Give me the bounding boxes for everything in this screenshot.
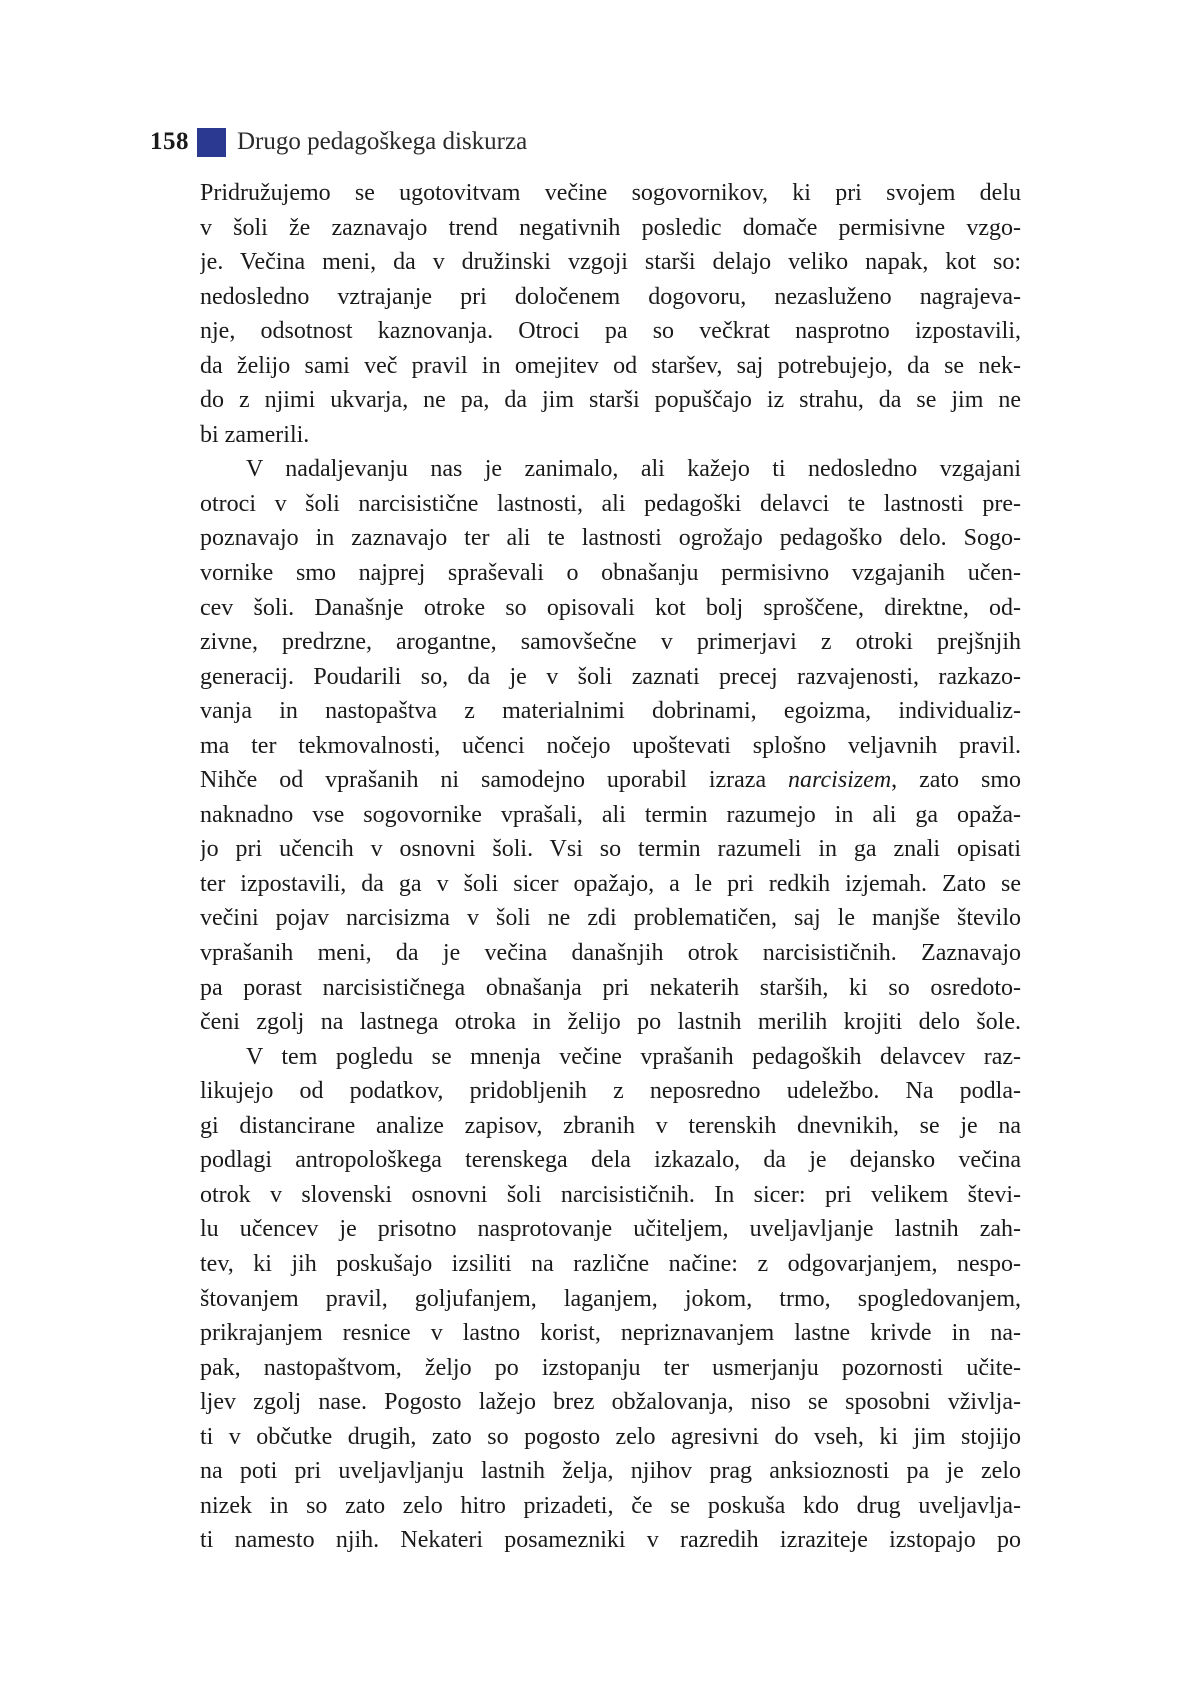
- text-line: ti namesto njih. Nekateri posamezniki v razredih izraziteje izstopajo po: [200, 1527, 1021, 1554]
- text-line: cev šoli. Današnje otroke so opisovali kot bolj sproščene, direktne, od-: [200, 594, 1021, 621]
- text-line: čeni zgolj na lastnega otroka in želijo po lastnih merilih krojiti delo šole.: [200, 1009, 1021, 1036]
- text-line: vprašanih meni, da je večina današnjih otrok narcisističnih. Zaznavajo: [200, 940, 1021, 967]
- text-segment: , zato smo: [891, 767, 1021, 794]
- text-segment: Nihče od vprašanih ni samodejno uporabil izraza: [200, 767, 789, 794]
- text-line: štovanjem pravil, goljufanjem, laganjem, jokom, trmo, spogledovanjem,: [200, 1285, 1021, 1312]
- page-number: 158: [150, 128, 189, 155]
- text-line: na poti pri uveljavljanju lastnih želja, njihov prag anksioznosti pa je zelo: [200, 1458, 1021, 1485]
- text-line: zivne, predrzne, arogantne, samovšečne v primerjavi z otroki prejšnjih: [200, 629, 1021, 656]
- text-line: nje, odsotnost kaznovanja. Otroci pa so večkrat nasprotno izpostavili,: [200, 318, 1021, 345]
- running-title: Drugo pedagoškega diskurza: [237, 128, 528, 155]
- text-line: lu učencev je prisotno nasprotovanje učiteljem, uveljavljanje lastnih zah-: [200, 1216, 1021, 1243]
- running-header: [150, 124, 527, 160]
- text-line: do z njimi ukvarja, ne pa, da jim starši popuščajo iz strahu, da se jim ne: [200, 387, 1021, 414]
- text-line: vornike smo najprej spraševali o obnašanju permisivno vzgajanih učen-: [200, 560, 1021, 587]
- body-text: [200, 176, 1021, 1558]
- text-line: v šoli že zaznavajo trend negativnih posledic domače permisivne vzgo-: [200, 214, 1021, 241]
- text-line: ljev zgolj nase. Pogosto lažejo brez obžalovanja, niso se sposobni vživlja-: [200, 1389, 1021, 1416]
- text-line: generacij. Poudarili so, da je v šoli zaznati precej razvajenosti, razkazo-: [200, 663, 1021, 690]
- text-line: otroci v šoli narcisistične lastnosti, ali pedagoški delavci te lastnosti pre-: [200, 490, 1021, 517]
- text-line: poznavajo in zaznavajo ter ali te lastnosti ogrožajo pedagoško delo. Sogo-: [200, 525, 1021, 552]
- text-line: jo pri učencih v osnovni šoli. Vsi so termin razumeli in ga znali opisati: [200, 836, 1021, 863]
- text-line: podlagi antropološkega terenskega dela izkazalo, da je dejansko večina: [200, 1147, 1021, 1174]
- text-line: prikrajanjem resnice v lastno korist, nepriznavanjem lastne krivde in na-: [200, 1320, 1021, 1347]
- text-line: pak, nastopaštvom, željo po izstopanju ter usmerjanju pozornosti učite-: [200, 1354, 1021, 1381]
- text-line: bi zamerili.: [200, 421, 310, 448]
- text-line: večini pojav narcisizma v šoli ne zdi problematičen, saj le manjše število: [200, 905, 1021, 932]
- text-line: je. Večina meni, da v družinski vzgoji starši delajo veliko napak, kot so:: [200, 249, 1021, 276]
- text-line: nizek in so zato zelo hitro prizadeti, če se poskuša kdo drug uveljavlja-: [200, 1492, 1021, 1519]
- text-line: da želijo sami več pravil in omejitev od staršev, saj potrebujejo, da se nek-: [200, 352, 1021, 379]
- italic-term: narcisizem: [788, 767, 892, 794]
- text-line: V nadaljevanju nas je zanimalo, ali kažejo ti nedosledno vzgajani: [246, 456, 1021, 483]
- text-line: ter izpostavili, da ga v šoli sicer opažajo, a le pri redkih izjemah. Zato se: [200, 870, 1021, 897]
- text-line: gi distancirane analize zapisov, zbranih v terenskih dnevnikih, se je na: [200, 1112, 1021, 1139]
- text-line: otrok v slovenski osnovni šoli narcisističnih. In sicer: pri velikem števi-: [200, 1181, 1021, 1208]
- header-square-ornament: [197, 128, 226, 157]
- text-line: naknadno vse sogovornike vprašali, ali termin razumejo in ali ga opaža-: [200, 801, 1021, 828]
- text-line: ti v občutke drugih, zato so pogosto zelo agresivni do vseh, ki jim stojijo: [200, 1423, 1021, 1450]
- text-line: vanja in nastopaštva z materialnimi dobrinami, egoizma, individualiz-: [200, 698, 1021, 725]
- text-line: [200, 763, 1021, 798]
- text-line: Pridružujemo se ugotovitvam večine sogovornikov, ki pri svojem delu: [200, 180, 1021, 206]
- text-line: pa porast narcisističnega obnašanja pri nekaterih starših, ki so osredoto-: [200, 974, 1021, 1001]
- text-line: V tem pogledu se mnenja večine vprašanih pedagoških delavcev raz-: [246, 1043, 1021, 1070]
- text-line: likujejo od podatkov, pridobljenih z neposredno udeležbo. Na podla-: [200, 1078, 1021, 1105]
- text-line: nedosledno vztrajanje pri določenem dogovoru, nezasluženo nagrajeva-: [200, 283, 1021, 310]
- text-line: ma ter tekmovalnosti, učenci nočejo upoštevati splošno veljavnih pravil.: [200, 732, 1021, 759]
- text-line: tev, ki jih poskušajo izsiliti na različne načine: z odgovarjanjem, nespo-: [200, 1250, 1021, 1277]
